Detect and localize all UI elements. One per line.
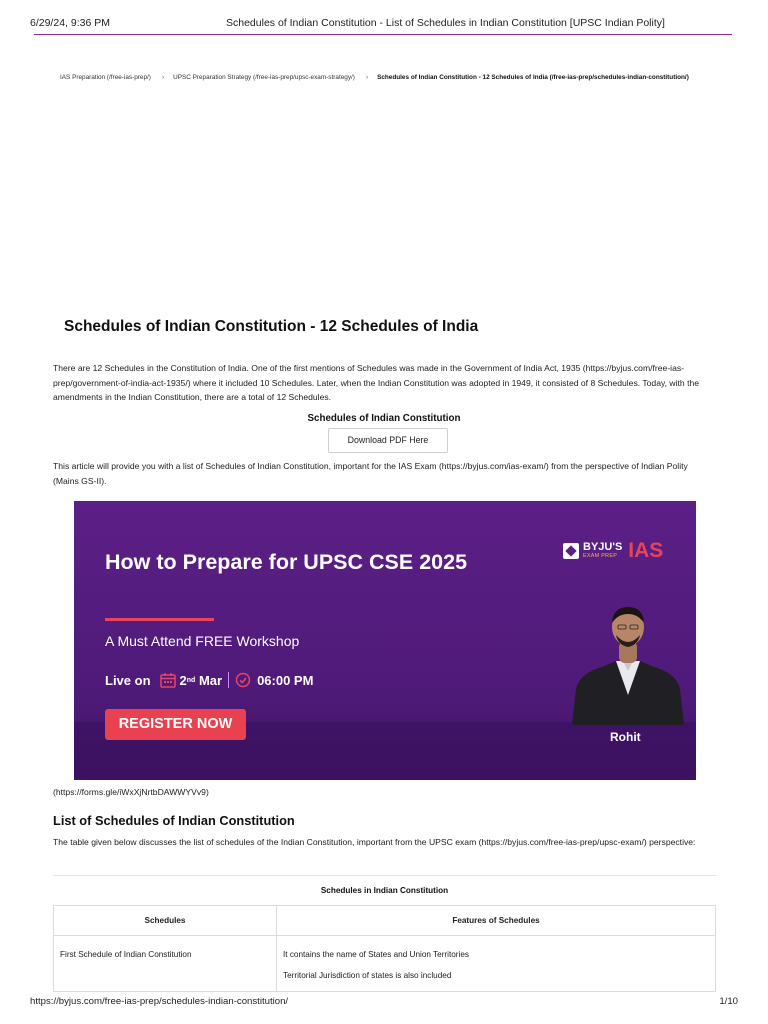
presenter-photo <box>566 597 690 725</box>
table-header-row <box>54 906 716 936</box>
download-pdf-button[interactable]: Download PDF Here <box>328 428 448 453</box>
register-now-button[interactable]: REGISTER NOW <box>105 709 246 740</box>
print-footer-url: https://byjus.com/free-ias-prep/schedules-indian-constitution/ <box>30 996 289 1007</box>
banner-schedule <box>105 670 313 690</box>
table-caption: Schedules in Indian Constitution <box>53 875 716 905</box>
brand-ias: IAS <box>628 539 664 562</box>
workshop-banner[interactable] <box>74 501 696 780</box>
table-cell-features <box>277 936 716 992</box>
byjus-logo <box>563 540 663 562</box>
calendar-icon <box>160 672 176 688</box>
print-header <box>0 0 768 36</box>
feature-item: It contains the name of States and Union Territories <box>283 950 469 959</box>
chevron-right-icon: › <box>161 74 165 81</box>
banner-title: How to Prepare for UPSC CSE 2025 <box>105 550 468 574</box>
time-label: 06:00 PM <box>257 672 314 688</box>
page-title: Schedules of Indian Constitution - 12 Schedules of India <box>64 318 479 335</box>
breadcrumb <box>60 71 710 84</box>
table-header-schedules: Schedules <box>54 906 277 936</box>
table-intro-paragraph: The table given below discusses the list of schedules of the Indian Constitution, important from the UPSC exam (https://byjus.com/free-ias-prep/upsc-exam/) perspective: <box>53 837 696 847</box>
table-row <box>54 936 716 992</box>
table-cell-schedule <box>54 936 277 992</box>
banner-accent-rule <box>105 618 214 621</box>
print-page-title: Schedules of Indian Constitution - List of Schedules in Indian Constitution [UPSC Indian Polity] <box>226 17 665 29</box>
schedules-grid <box>53 905 716 992</box>
byjus-badge-icon <box>563 543 579 559</box>
pdf-section-label: Schedules of Indian Constitution <box>307 413 461 424</box>
banner-subtitle: A Must Attend FREE Workshop <box>105 633 300 649</box>
table-header-features: Features of Schedules <box>277 906 716 936</box>
live-label: Live on <box>105 672 151 688</box>
feature-item: Territorial Jurisdiction of states is also included <box>283 971 452 980</box>
section-heading: List of Schedules of Indian Constitution <box>53 813 295 828</box>
date-day: 2 <box>179 672 187 688</box>
presenter-name: Rohit <box>610 730 641 744</box>
purpose-paragraph: This article will provide you with a list of Schedules of Indian Constitution, important for the IAS Exam (https://byjus.com/ias-exam/) from the perspective of Indian Polity (Mains GS-II). <box>53 461 688 486</box>
schedule-name: First Schedule of Indian Constitution <box>60 950 192 959</box>
breadcrumb-item-upsc-strategy[interactable]: UPSC Preparation Strategy (/free-ias-prep/upsc-exam-strategy/) <box>173 74 355 81</box>
registration-form-link[interactable]: (https://forms.gle/iWxXjNrtbDAWWYVv9) <box>53 787 209 797</box>
intro-paragraph: There are 12 Schedules in the Constitution of India. One of the first mentions of Schedules was made in the Government of India Act, 1935 (https://byjus.com/free-ias-prep/government-of-india-act-1935/) where it included 10 Schedules. Later, when the Indian Constitution was adopted in 1949, it consisted of 8 Schedules. Today, with the amendments in the Indian Constitution, there are a total of 12 Schedules. <box>53 363 700 402</box>
chevron-right-icon: › <box>365 74 369 81</box>
schedules-table <box>53 875 716 992</box>
header-divider <box>34 34 732 35</box>
brand-tag: EXAM PREP <box>583 553 618 559</box>
date-suffix: nd <box>186 676 196 684</box>
print-datetime: 6/29/24, 9:36 PM <box>30 17 110 29</box>
date-month: Mar <box>198 672 223 688</box>
breadcrumb-item-current[interactable]: Schedules of Indian Constitution - 12 Schedules of India (/free-ias-prep/schedules-indian-constitution/) <box>377 74 689 81</box>
brand-name: BYJU'S <box>583 541 623 553</box>
print-page-number: 1/10 <box>719 996 738 1007</box>
clock-icon <box>235 672 251 688</box>
breadcrumb-item-ias-preparation[interactable]: IAS Preparation (/free-ias-prep/) <box>60 74 151 81</box>
